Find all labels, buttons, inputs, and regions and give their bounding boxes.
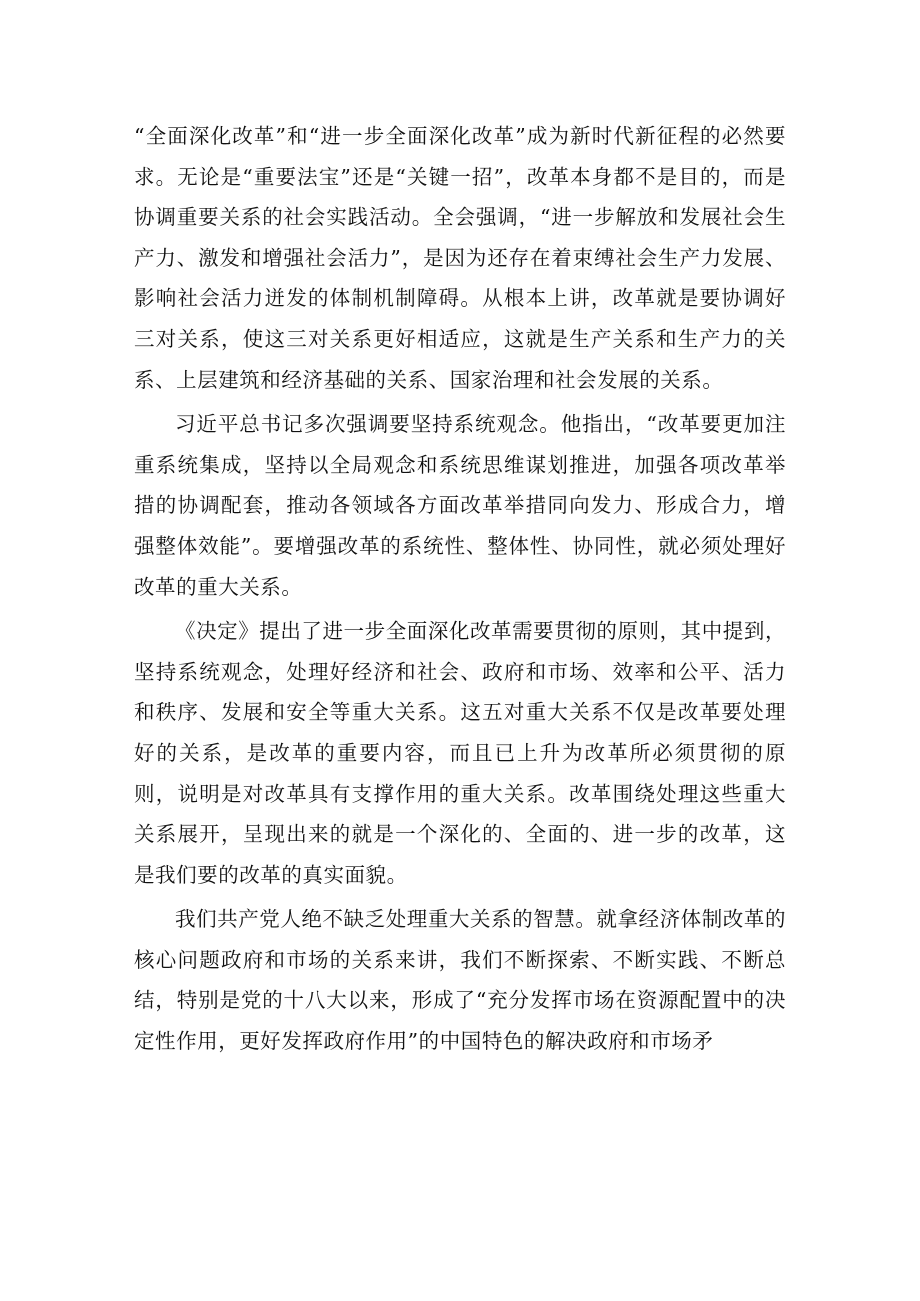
paragraph-2: 习近平总书记多次强调要坚持系统观念。他指出，“改革要更加注重系统集成，坚持以全局观念和系统思维谋划推进，加强各项改革举措的协调配套，推动各领域各方面改革举措同向发力、形成合力，增强整体效能”。要增强改革的系统性、整体性、协同性，就必须处理好改革的重大关系。 xyxy=(134,412,786,599)
paragraph-1: “全面深化改革”和“进一步全面深化改革”成为新时代新征程的必然要求。无论是“重要法宝”还是“关键一招”，改革本身都不是目的，而是协调重要关系的社会实践活动。全会强调，“进一步解放和发展社会生产力、激发和增强社会活力”，是因为还存在着束缚社会生产力发展、影响社会活力迸发的体制机制障碍。从根本上讲，改革就是要协调好三对关系，使这三对关系更好相适应，这就是生产关系和生产力的关系、上层建筑和经济基础的关系、国家治理和社会发展的关系。 xyxy=(134,124,786,392)
paragraph-3: 《决定》提出了进一步全面深化改革需要贯彻的原则，其中提到，坚持系统观念，处理好经济和社会、政府和市场、效率和公平、活力和秩序、发展和安全等重大关系。这五对重大关系不仅是改革要处理好的关系，是改革的重要内容，而且已上升为改革所必须贯彻的原则，说明是对改革具有支撑作用的重大关系。改革围绕处理这些重大关系展开，呈现出来的就是一个深化的、全面的、进一步的改革，这是我们要的改革的真实面貌。 xyxy=(134,619,786,887)
paragraph-4: 我们共产党人绝不缺乏处理重大关系的智慧。就拿经济体制改革的核心问题政府和市场的关系来讲，我们不断探索、不断实践、不断总结，特别是党的十八大以来，形成了“充分发挥市场在资源配置中的决定性作用，更好发挥政府作用”的中国特色的解决政府和市场矛 xyxy=(134,907,786,1054)
document-body xyxy=(134,116,786,1062)
